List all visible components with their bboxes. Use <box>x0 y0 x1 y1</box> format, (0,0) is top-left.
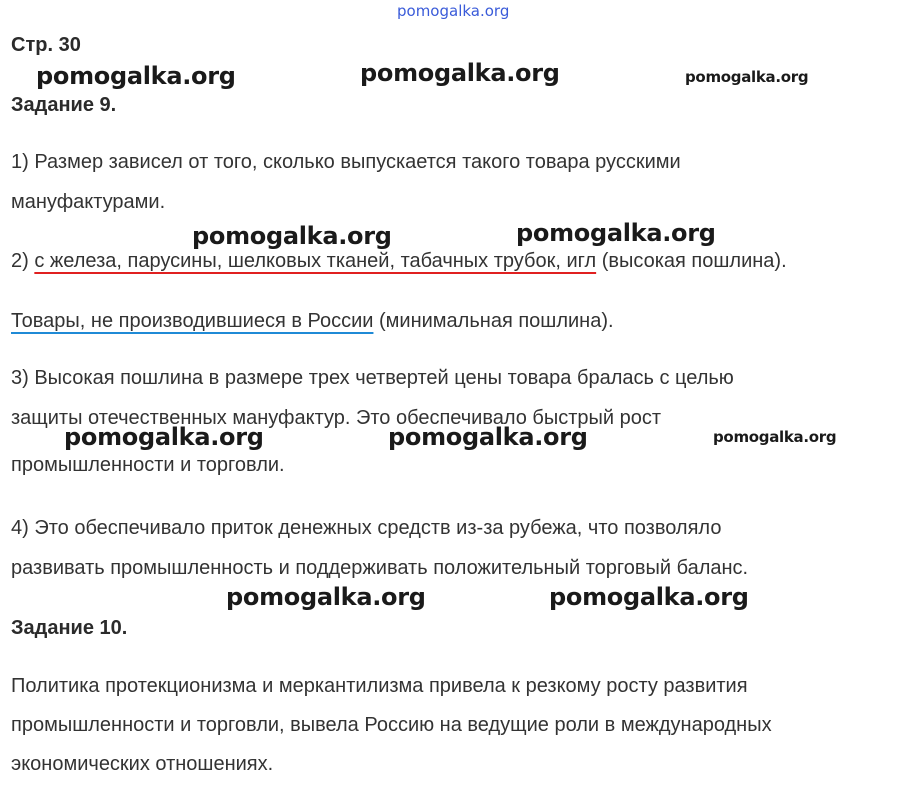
task9-item1-line1: 1) Размер зависел от того, сколько выпускается такого товара русскими <box>11 151 681 173</box>
task9-item4-line2: развивать промышленность и поддерживать положительный торговый баланс. <box>11 557 749 579</box>
watermark: pomogalka.org <box>685 68 809 86</box>
task9-item3-line3: промышленности и торговли. <box>11 454 285 476</box>
task9-item2b <box>11 301 614 341</box>
watermark: pomogalka.org <box>713 428 837 446</box>
task9-heading: Задание 9. <box>11 94 117 116</box>
page-reference: Стр. 30 <box>11 34 81 56</box>
task9-item4-line1: 4) Это обеспечивало приток денежных средств из-за рубежа, что позволяло <box>11 517 722 539</box>
task10-line1: Политика протекционизма и меркантилизма привела к резкому росту развития <box>11 675 748 697</box>
item2-prefix: 2) <box>11 250 35 272</box>
watermark: pomogalka.org <box>360 59 560 87</box>
watermark-top: pomogalka.org <box>397 2 510 20</box>
task9-item2 <box>11 241 787 281</box>
item2-suffix: (высокая пошлина). <box>596 250 787 272</box>
item2-underlined-goods: с железа, парусины, шелковых тканей, табачных трубок, игл <box>34 250 597 272</box>
watermark: pomogalka.org <box>388 423 588 451</box>
task10-line2: промышленности и торговли, вывела Россию на ведущие роли в международных <box>11 714 772 736</box>
item2b-underlined-goods: Товары, не производившиеся в России <box>11 310 374 332</box>
watermark: pomogalka.org <box>226 583 426 611</box>
task9-item3-line2: защиты отечественных мануфактур. Это обеспечивало быстрый рост <box>11 407 662 429</box>
task9-item3-line1: 3) Высокая пошлина в размере трех четвертей цены товара бралась с целью <box>11 367 734 389</box>
item2b-suffix: (минимальная пошлина). <box>373 310 614 332</box>
task9-item1-line2: мануфактурами. <box>11 191 166 213</box>
task10-line3: экономических отношениях. <box>11 753 274 775</box>
watermark: pomogalka.org <box>516 219 716 247</box>
watermark: pomogalka.org <box>192 222 392 250</box>
watermark: pomogalka.org <box>36 62 236 90</box>
watermark: pomogalka.org <box>549 583 749 611</box>
task10-heading: Задание 10. <box>11 617 128 639</box>
watermark: pomogalka.org <box>64 423 264 451</box>
